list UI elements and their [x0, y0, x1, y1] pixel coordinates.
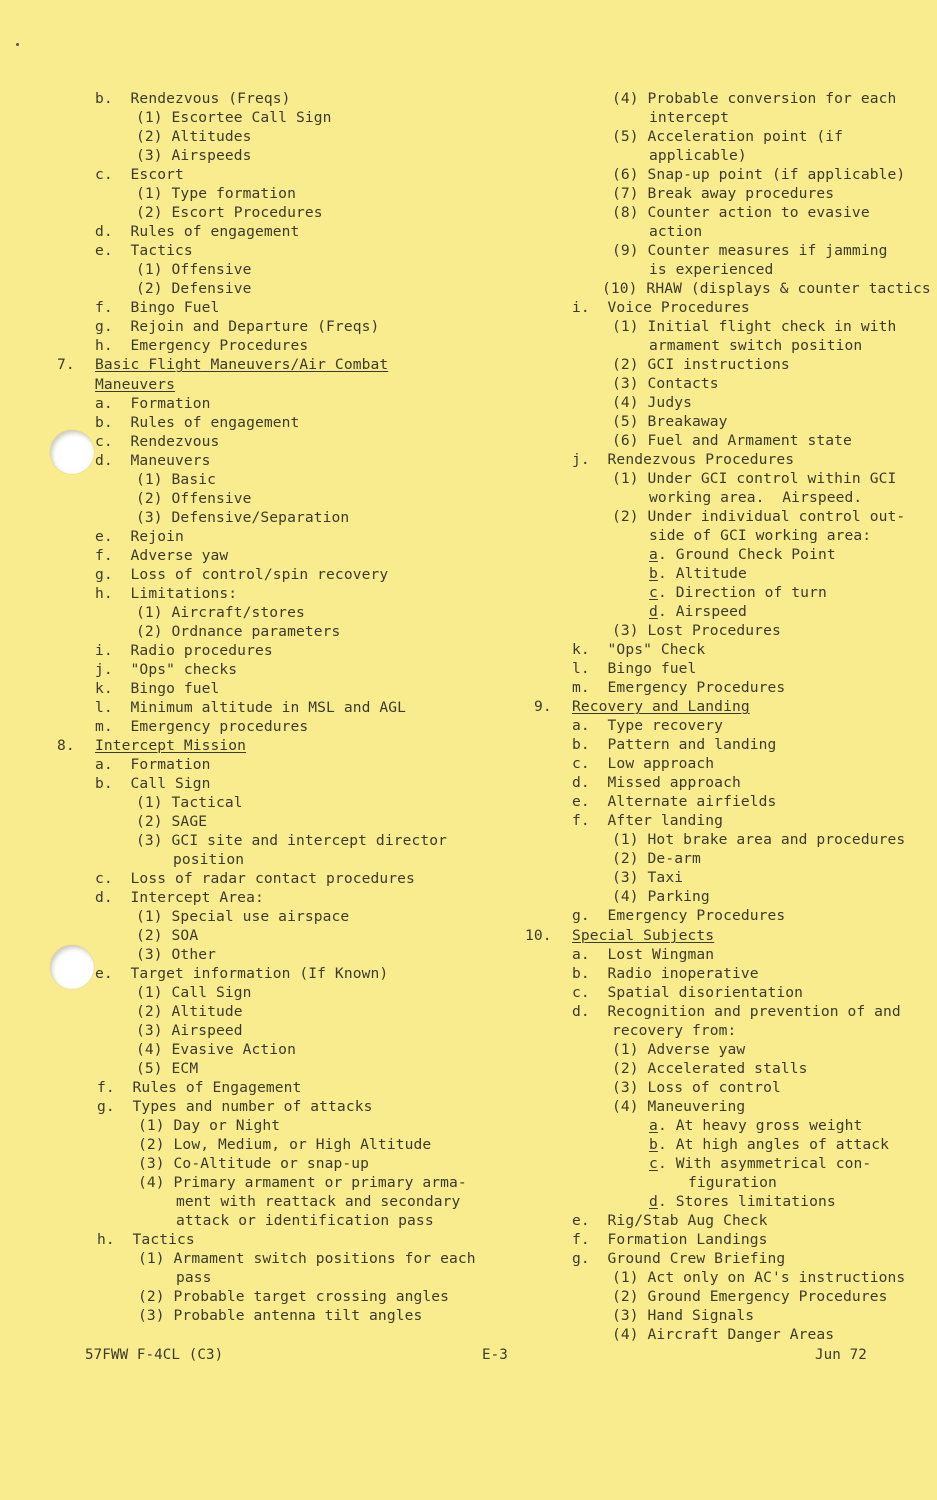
right-outline-line: d. Recognition and prevention of and [572, 1003, 901, 1020]
right-outline-line: . Direction of turn [658, 584, 827, 601]
right-outline-line: (4) Parking [612, 888, 710, 905]
right-outline-line: (2) Under individual control out- [612, 508, 906, 525]
left-outline-line: 8. [57, 737, 75, 754]
right-outline-line: d [649, 603, 658, 620]
punch-hole-upper [50, 430, 94, 474]
right-outline-line: g. Ground Crew Briefing [572, 1250, 786, 1267]
right-outline-line: g. Emergency Procedures [572, 907, 786, 924]
left-outline-line: (2) SOA [136, 927, 199, 944]
left-outline-line: Maneuvers [95, 376, 175, 393]
right-outline-line: (2) Ground Emergency Procedures [612, 1288, 888, 1305]
right-outline-line: (1) Adverse yaw [612, 1041, 746, 1058]
right-outline-line: c. Low approach [572, 755, 715, 772]
right-outline-line: (7) Break away procedures [612, 185, 835, 202]
right-outline-line: recovery from: [612, 1022, 737, 1039]
left-outline-line: (1) Tactical [136, 794, 243, 811]
right-outline-line: (3) Taxi [612, 869, 684, 886]
left-outline-line: (3) Co-Altitude or snap-up [138, 1155, 370, 1172]
left-outline-line: (3) Airspeed [136, 1022, 243, 1039]
right-outline-line: d. Missed approach [572, 774, 741, 791]
right-outline-line: a [649, 546, 658, 563]
left-outline-line: (2) Ordnance parameters [136, 623, 341, 640]
right-outline-line: c. Spatial disorientation [572, 984, 804, 1001]
paper-speck [16, 43, 19, 46]
right-outline-line: . Stores limitations [658, 1193, 836, 1210]
left-outline-line: h. Limitations: [95, 585, 238, 602]
left-outline-line: k. Bingo fuel [95, 680, 220, 697]
left-outline-line: (5) ECM [136, 1060, 199, 1077]
right-outline-line: applicable) [649, 147, 747, 164]
right-outline-line: a. Lost Wingman [572, 946, 715, 963]
right-outline-line: (10) RHAW (displays & counter tactics [602, 280, 931, 297]
right-outline-line: b. Radio inoperative [572, 965, 759, 982]
punch-hole-lower [50, 945, 94, 989]
right-outline-line: b [649, 1136, 658, 1153]
right-outline-line: is experienced [649, 261, 774, 278]
left-outline-line: m. Emergency procedures [95, 718, 309, 735]
right-outline-line: (4) Aircraft Danger Areas [612, 1326, 835, 1343]
left-outline-line: (1) Escortee Call Sign [136, 109, 332, 126]
right-outline-line: (1) Initial flight check in with [612, 318, 897, 335]
right-outline-line: (4) Judys [612, 394, 692, 411]
left-outline-line: (2) Probable target crossing angles [138, 1288, 450, 1305]
right-outline-line: c [649, 584, 658, 601]
left-outline-line: (4) Primary armament or primary arma- [138, 1174, 467, 1191]
left-outline-line: Basic Flight Maneuvers/Air Combat [95, 356, 389, 373]
left-outline-line: d. Intercept Area: [95, 889, 264, 906]
right-outline-line: f. After landing [572, 812, 724, 829]
left-outline-line: f. Adverse yaw [95, 547, 229, 564]
left-outline-line: (1) Call Sign [136, 984, 252, 1001]
right-outline-line: . At high angles of attack [658, 1136, 890, 1153]
left-outline-line: Intercept Mission [95, 737, 247, 754]
right-outline-line: (3) Loss of control [612, 1079, 781, 1096]
left-outline-line: (1) Day or Night [138, 1117, 281, 1134]
left-outline-line: b. Call Sign [95, 775, 211, 792]
left-outline-line: c. Rendezvous [95, 433, 220, 450]
right-outline-line: k. "Ops" Check [572, 641, 706, 658]
right-outline-line: (1) Under GCI control within GCI [612, 470, 897, 487]
left-outline-line: e. Tactics [95, 242, 193, 259]
left-outline-line: (3) GCI site and intercept director [136, 832, 448, 849]
left-outline-line: (1) Type formation [136, 185, 296, 202]
right-outline-line: Special Subjects [572, 927, 715, 944]
right-outline-line: working area. Airspeed. [649, 489, 863, 506]
left-outline-line: ment with reattack and secondary [176, 1193, 461, 1210]
left-outline-line: (3) Airspeeds [136, 147, 252, 164]
right-outline-line: (3) Lost Procedures [612, 622, 781, 639]
right-outline-line: (4) Probable conversion for each [612, 90, 897, 107]
right-outline-line: 9. [534, 698, 552, 715]
right-outline-line: armament switch position [649, 337, 863, 354]
left-outline-line: (2) Escort Procedures [136, 204, 323, 221]
right-outline-line: (2) De-arm [612, 850, 701, 867]
left-outline-line: (4) Evasive Action [136, 1041, 296, 1058]
left-outline-line: (1) Special use airspace [136, 908, 350, 925]
right-outline-line: i. Voice Procedures [572, 299, 750, 316]
right-outline-line: c [649, 1155, 658, 1172]
left-outline-line: (3) Probable antenna tilt angles [138, 1307, 423, 1324]
right-outline-line: . Airspeed [658, 603, 747, 620]
left-outline-line: (2) Altitudes [136, 128, 252, 145]
left-outline-line: g. Types and number of attacks [97, 1098, 373, 1115]
left-outline-line: a. Formation [95, 395, 211, 412]
left-outline-line: f. Bingo Fuel [95, 299, 220, 316]
left-outline-line: c. Loss of radar contact procedures [95, 870, 415, 887]
right-outline-line: m. Emergency Procedures [572, 679, 786, 696]
left-outline-line: (2) Offensive [136, 490, 252, 507]
left-outline-line: h. Emergency Procedures [95, 337, 309, 354]
right-outline-line: f. Formation Landings [572, 1231, 768, 1248]
right-outline-line: (3) Contacts [612, 375, 719, 392]
right-outline-line: (5) Acceleration point (if [612, 128, 844, 145]
left-outline-line: (1) Aircraft/stores [136, 604, 305, 621]
footer-page-number: E-3 [482, 1347, 508, 1363]
right-outline-line: b [649, 565, 658, 582]
right-outline-line: side of GCI working area: [649, 527, 872, 544]
left-outline-line: f. Rules of Engagement [97, 1079, 302, 1096]
footer-doc-id: 57FWW F-4CL (C3) [85, 1347, 224, 1363]
right-outline-line: intercept [649, 109, 729, 126]
right-outline-line: . With asymmetrical con- [658, 1155, 872, 1172]
right-outline-line: (6) Snap-up point (if applicable) [612, 166, 906, 183]
left-outline-line: (3) Defensive/Separation [136, 509, 350, 526]
left-outline-line: pass [176, 1269, 212, 1286]
right-outline-line: . Ground Check Point [658, 546, 836, 563]
left-outline-line: i. Radio procedures [95, 642, 273, 659]
left-outline-line: b. Rendezvous (Freqs) [95, 90, 291, 107]
left-outline-line: j. "Ops" checks [95, 661, 238, 678]
left-outline-line: position [173, 851, 245, 868]
left-outline-line: (1) Armament switch positions for each [138, 1250, 476, 1267]
right-outline-line: (9) Counter measures if jamming [612, 242, 888, 259]
right-outline-line: (2) GCI instructions [612, 356, 790, 373]
right-outline-line: (4) Maneuvering [612, 1098, 746, 1115]
left-outline-line: h. Tactics [97, 1231, 195, 1248]
right-outline-line: d [649, 1193, 658, 1210]
left-outline-line: attack or identification pass [176, 1212, 434, 1229]
right-outline-line: (5) Breakaway [612, 413, 728, 430]
right-outline-line: (8) Counter action to evasive [612, 204, 870, 221]
right-outline-line: (3) Hand Signals [612, 1307, 755, 1324]
right-outline-line: j. Rendezvous Procedures [572, 451, 795, 468]
left-outline-line: (2) SAGE [136, 813, 208, 830]
left-outline-line: e. Target information (If Known) [95, 965, 389, 982]
left-outline-line: (3) Other [136, 946, 216, 963]
left-outline-line: (2) Altitude [136, 1003, 243, 1020]
left-outline-line: g. Loss of control/spin recovery [95, 566, 389, 583]
left-outline-line: l. Minimum altitude in MSL and AGL [95, 699, 407, 716]
right-outline-line: action [649, 223, 703, 240]
right-outline-line: Recovery and Landing [572, 698, 750, 715]
left-outline-line: e. Rejoin [95, 528, 184, 545]
right-outline-line: . At heavy gross weight [658, 1117, 863, 1134]
right-outline-line: . Altitude [658, 565, 747, 582]
right-outline-line: (1) Act only on AC's instructions [612, 1269, 906, 1286]
right-outline-line: e. Alternate airfields [572, 793, 777, 810]
right-outline-line: (6) Fuel and Armament state [612, 432, 852, 449]
left-outline-line: (1) Basic [136, 471, 216, 488]
left-outline-line: b. Rules of engagement [95, 414, 300, 431]
right-outline-line: (2) Accelerated stalls [612, 1060, 808, 1077]
right-outline-line: a. Type recovery [572, 717, 724, 734]
footer-date: Jun 72 [815, 1347, 867, 1363]
right-outline-line: e. Rig/Stab Aug Check [572, 1212, 768, 1229]
right-outline-line: l. Bingo fuel [572, 660, 697, 677]
left-outline-line: (1) Offensive [136, 261, 252, 278]
right-outline-line: figuration [688, 1174, 777, 1191]
left-outline-line: (2) Low, Medium, or High Altitude [138, 1136, 432, 1153]
right-outline-line: b. Pattern and landing [572, 736, 777, 753]
left-outline-line: (2) Defensive [136, 280, 252, 297]
right-outline-line: (1) Hot brake area and procedures [612, 831, 906, 848]
left-outline-line: d. Maneuvers [95, 452, 211, 469]
right-outline-line: 10. [525, 927, 552, 944]
left-outline-line: d. Rules of engagement [95, 223, 300, 240]
left-outline-line: a. Formation [95, 756, 211, 773]
right-outline-line: a [649, 1117, 658, 1134]
left-outline-line: c. Escort [95, 166, 184, 183]
left-outline-line: 7. [57, 356, 75, 373]
left-outline-line: g. Rejoin and Departure (Freqs) [95, 318, 380, 335]
